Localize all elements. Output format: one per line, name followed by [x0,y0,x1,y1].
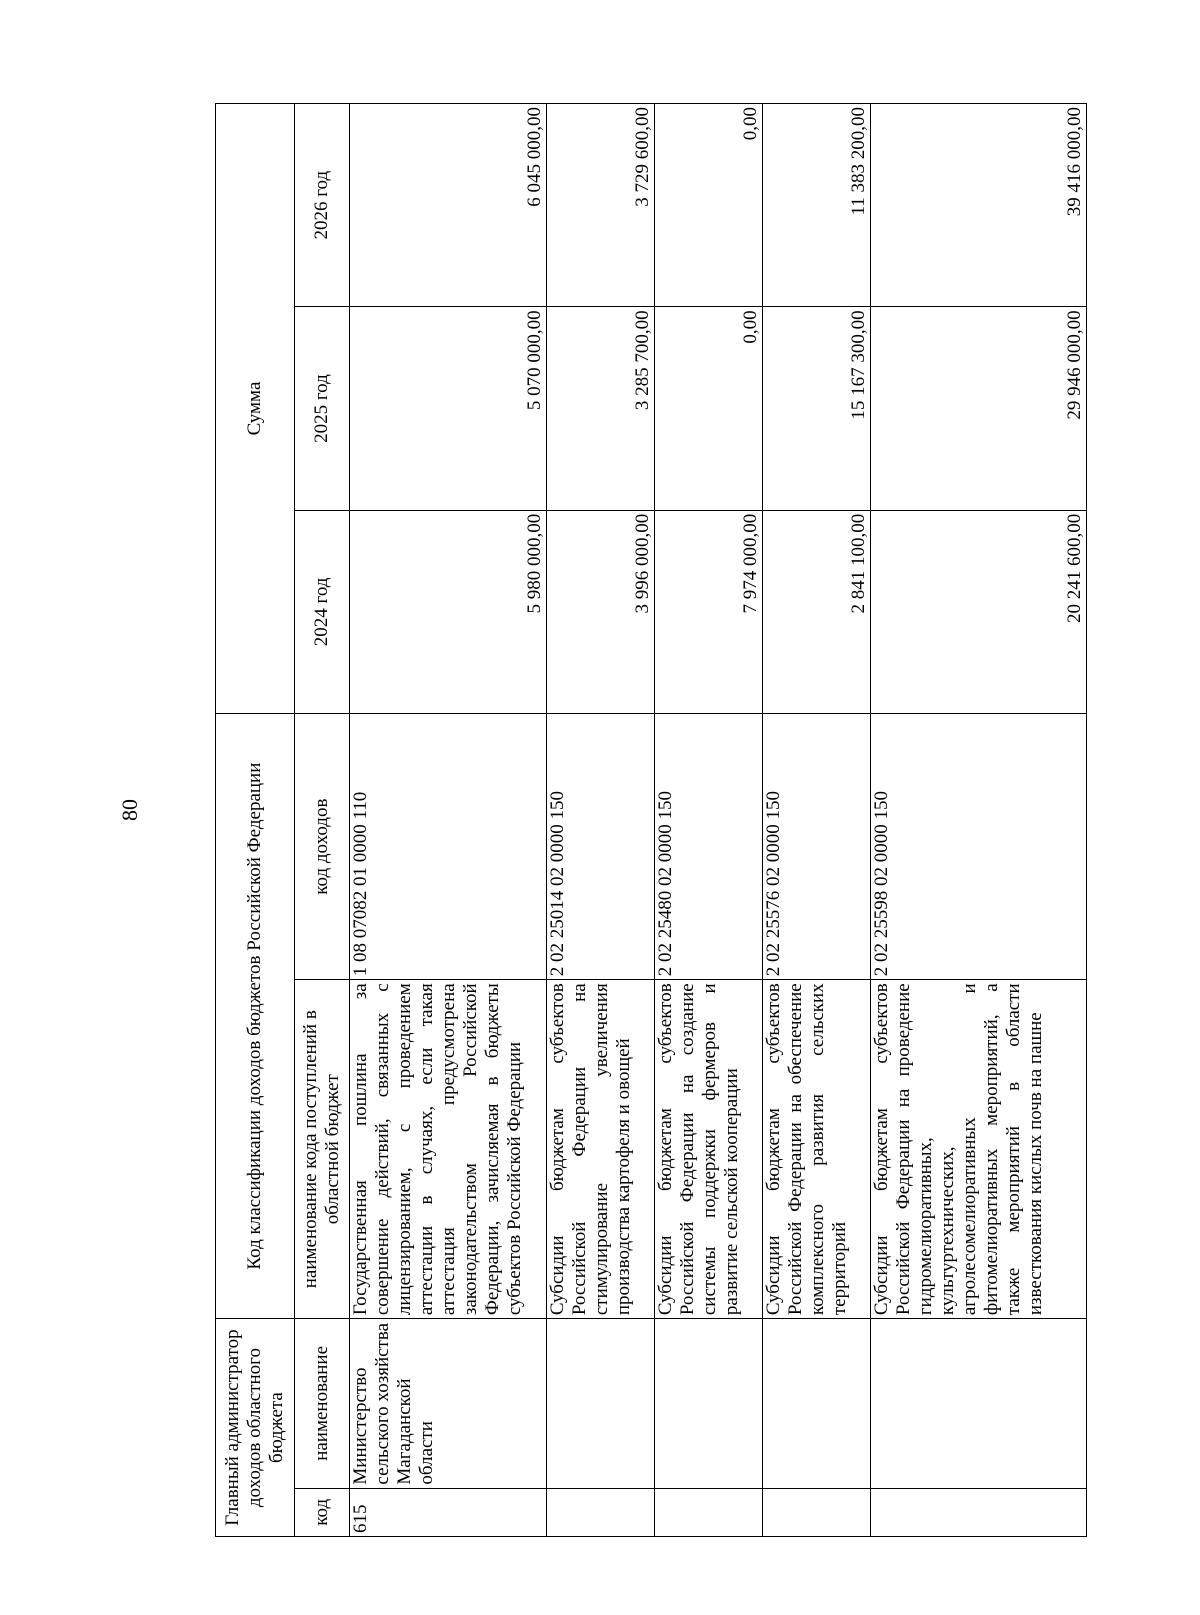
header-col-code: код [295,1488,350,1536]
amount-2025-cell: 3 285 700,00 [547,307,655,510]
income-name-cell: Субсидии бюджетам субъектов Российской Федерации на стимулирование увеличения производства картофеля и овощей [547,980,655,1319]
amount-2025-cell: 0,00 [655,307,763,510]
income-name-cell: Государственная пошлина за совершение действий, связанных с лицензированием, с проведением аттестации в случаях, если такая аттестация предусмотрена законодательством Российской Федерации, зачисляемая в бюджеты субъектов Российской Федерации [350,980,547,1319]
amount-2026-cell: 6 045 000,00 [350,104,547,307]
header-admin-group: Главный администратор доходов областного бюджета [216,1319,295,1537]
table-row [350,104,547,1537]
header-col-2026: 2026 год [295,104,350,307]
amount-2024-cell: 7 974 000,00 [655,510,763,713]
amount-2026-cell: 39 416 000,00 [871,104,1087,307]
table-row [547,104,655,1537]
page-number: 80 [117,799,142,821]
admin-code-cell: 615 [350,1488,547,1536]
header-row-groups [216,104,295,1537]
admin-code-cell [871,1488,1087,1536]
header-col-name: наименование [295,1319,350,1488]
header-sum-group: Сумма [216,104,295,714]
table-row [763,104,871,1537]
income-name-cell: Субсидии бюджетам субъектов Российской Федерации на создание системы поддержки фермеров и развитие сельской кооперации [655,980,763,1319]
amount-2024-cell: 20 241 600,00 [871,510,1087,713]
income-code-cell: 1 08 07082 01 0000 110 [350,714,547,980]
income-code-cell: 2 02 25480 02 0000 150 [655,714,763,980]
budget-income-table [215,103,1087,1537]
amount-2024-cell: 2 841 100,00 [763,510,871,713]
header-col-income-name: наименование кода поступлений в областной бюджет [295,980,350,1319]
income-code-cell: 2 02 25576 02 0000 150 [763,714,871,980]
amount-2024-cell: 3 996 000,00 [547,510,655,713]
amount-2024-cell: 5 980 000,00 [350,510,547,713]
amount-2025-cell: 29 946 000,00 [871,307,1087,510]
amount-2025-cell: 15 167 300,00 [763,307,871,510]
admin-name-cell [655,1319,763,1488]
amount-2026-cell: 3 729 600,00 [547,104,655,307]
header-col-2024: 2024 год [295,510,350,713]
header-col-income-code: код доходов [295,714,350,980]
header-code-group: Код классификации доходов бюджетов Российской Федерации [216,714,295,1319]
income-name-cell: Субсидии бюджетам субъектов Российской Федерации на обеспечение комплексного развития сельских территорий [763,980,871,1319]
table-row [871,104,1087,1537]
admin-code-cell [763,1488,871,1536]
amount-2025-cell: 5 070 000,00 [350,307,547,510]
admin-name-cell [763,1319,871,1488]
table-row [655,104,763,1537]
admin-name-cell: Министерство сельского хозяйства Магаданской области [350,1319,547,1488]
admin-code-cell [655,1488,763,1536]
header-row-columns [295,104,350,1537]
header-col-2025: 2025 год [295,307,350,510]
income-name-cell: Субсидии бюджетам субъектов Российской Федерации на проведение гидромелиоративных, культуртехнических, агролесомелиоративных и фитомелиоративных мероприятий, а также мероприятий в области известкования кислых почв на пашне [871,980,1087,1319]
income-code-cell: 2 02 25598 02 0000 150 [871,714,1087,980]
income-code-cell: 2 02 25014 02 0000 150 [547,714,655,980]
admin-name-cell [871,1319,1087,1488]
admin-name-cell [547,1319,655,1488]
admin-code-cell [547,1488,655,1536]
amount-2026-cell: 0,00 [655,104,763,307]
budget-table-container [215,103,1113,1537]
amount-2026-cell: 11 383 200,00 [763,104,871,307]
